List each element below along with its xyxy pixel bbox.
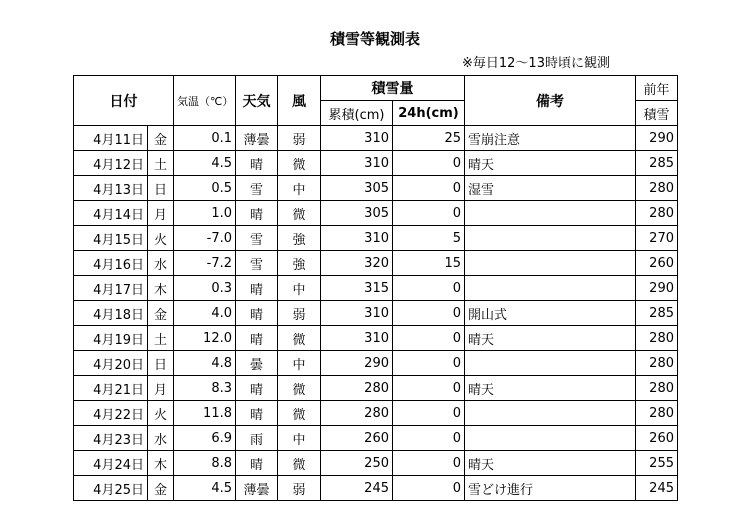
cell-cumulative: 250 <box>321 451 393 476</box>
cell-wind: 強 <box>278 226 321 251</box>
cell-day-of-week: 日 <box>148 351 174 376</box>
observation-note: ※毎日12～13時頃に観測 <box>462 56 610 71</box>
table-row <box>74 401 678 426</box>
cell-24h: 5 <box>393 226 465 251</box>
table-row <box>74 301 678 326</box>
cell-prev-year: 280 <box>636 201 678 226</box>
cell-date: 4月18日 <box>74 301 148 326</box>
cell-remarks: 雪どけ進行 <box>465 476 636 501</box>
cell-date: 4月20日 <box>74 351 148 376</box>
cell-weather: 曇 <box>236 351 278 376</box>
cell-wind: 微 <box>278 376 321 401</box>
cell-prev-year: 280 <box>636 326 678 351</box>
cell-weather: 雨 <box>236 426 278 451</box>
cell-day-of-week: 月 <box>148 201 174 226</box>
cell-date: 4月23日 <box>74 426 148 451</box>
cell-weather: 薄曇 <box>236 126 278 151</box>
header-24h: 24h(cm) <box>393 101 465 126</box>
cell-remarks: 晴天 <box>465 451 636 476</box>
cell-remarks <box>465 201 636 226</box>
cell-temperature: 8.8 <box>174 451 236 476</box>
cell-cumulative: 290 <box>321 351 393 376</box>
snow-observation-table <box>73 75 678 501</box>
cell-cumulative: 310 <box>321 151 393 176</box>
cell-temperature: 1.0 <box>174 201 236 226</box>
cell-temperature: 12.0 <box>174 326 236 351</box>
cell-cumulative: 310 <box>321 301 393 326</box>
header-temp: 気温（℃） <box>174 76 236 126</box>
cell-weather: 晴 <box>236 276 278 301</box>
cell-date: 4月24日 <box>74 451 148 476</box>
cell-weather: 晴 <box>236 326 278 351</box>
cell-date: 4月15日 <box>74 226 148 251</box>
cell-prev-year: 280 <box>636 376 678 401</box>
cell-prev-year: 270 <box>636 226 678 251</box>
cell-date: 4月12日 <box>74 151 148 176</box>
cell-day-of-week: 水 <box>148 251 174 276</box>
table-row <box>74 226 678 251</box>
cell-day-of-week: 金 <box>148 126 174 151</box>
header-date: 日付 <box>74 76 174 126</box>
cell-date: 4月25日 <box>74 476 148 501</box>
table-row <box>74 126 678 151</box>
cell-weather: 雪 <box>236 176 278 201</box>
cell-prev-year: 280 <box>636 351 678 376</box>
cell-wind: 弱 <box>278 476 321 501</box>
cell-24h: 0 <box>393 476 465 501</box>
cell-date: 4月19日 <box>74 326 148 351</box>
cell-wind: 弱 <box>278 126 321 151</box>
cell-day-of-week: 火 <box>148 401 174 426</box>
cell-weather: 雪 <box>236 226 278 251</box>
cell-remarks: 雪崩注意 <box>465 126 636 151</box>
cell-remarks: 晴天 <box>465 151 636 176</box>
cell-wind: 中 <box>278 351 321 376</box>
cell-remarks: 開山式 <box>465 301 636 326</box>
cell-cumulative: 305 <box>321 201 393 226</box>
cell-wind: 微 <box>278 451 321 476</box>
cell-prev-year: 290 <box>636 126 678 151</box>
cell-wind: 中 <box>278 176 321 201</box>
cell-remarks <box>465 251 636 276</box>
cell-24h: 15 <box>393 251 465 276</box>
cell-24h: 0 <box>393 351 465 376</box>
cell-cumulative: 315 <box>321 276 393 301</box>
table-row <box>74 426 678 451</box>
cell-prev-year: 245 <box>636 476 678 501</box>
cell-24h: 0 <box>393 301 465 326</box>
cell-day-of-week: 土 <box>148 151 174 176</box>
cell-weather: 晴 <box>236 451 278 476</box>
table-row <box>74 476 678 501</box>
cell-cumulative: 310 <box>321 226 393 251</box>
cell-day-of-week: 火 <box>148 226 174 251</box>
cell-24h: 0 <box>393 276 465 301</box>
cell-cumulative: 260 <box>321 426 393 451</box>
cell-weather: 薄曇 <box>236 476 278 501</box>
cell-temperature: 4.8 <box>174 351 236 376</box>
cell-day-of-week: 月 <box>148 376 174 401</box>
cell-day-of-week: 土 <box>148 326 174 351</box>
cell-temperature: 6.9 <box>174 426 236 451</box>
cell-24h: 0 <box>393 326 465 351</box>
cell-date: 4月22日 <box>74 401 148 426</box>
cell-weather: 晴 <box>236 151 278 176</box>
cell-24h: 0 <box>393 176 465 201</box>
cell-weather: 雪 <box>236 251 278 276</box>
table-row <box>74 326 678 351</box>
cell-24h: 0 <box>393 451 465 476</box>
cell-weather: 晴 <box>236 201 278 226</box>
cell-day-of-week: 金 <box>148 301 174 326</box>
cell-wind: 弱 <box>278 301 321 326</box>
cell-weather: 晴 <box>236 401 278 426</box>
table-row <box>74 251 678 276</box>
cell-remarks <box>465 426 636 451</box>
cell-temperature: 8.3 <box>174 376 236 401</box>
cell-cumulative: 280 <box>321 376 393 401</box>
header-wind: 風 <box>278 76 321 126</box>
cell-prev-year: 285 <box>636 151 678 176</box>
table-row <box>74 276 678 301</box>
cell-weather: 晴 <box>236 301 278 326</box>
cell-prev-year: 255 <box>636 451 678 476</box>
table-row <box>74 351 678 376</box>
cell-date: 4月16日 <box>74 251 148 276</box>
table-body <box>74 126 678 501</box>
cell-cumulative: 280 <box>321 401 393 426</box>
cell-date: 4月17日 <box>74 276 148 301</box>
cell-24h: 0 <box>393 376 465 401</box>
cell-temperature: 4.5 <box>174 476 236 501</box>
cell-date: 4月14日 <box>74 201 148 226</box>
cell-day-of-week: 木 <box>148 451 174 476</box>
cell-weather: 晴 <box>236 376 278 401</box>
cell-temperature: 4.5 <box>174 151 236 176</box>
cell-cumulative: 310 <box>321 126 393 151</box>
cell-temperature: 0.1 <box>174 126 236 151</box>
cell-wind: 強 <box>278 251 321 276</box>
cell-day-of-week: 日 <box>148 176 174 201</box>
cell-temperature: -7.0 <box>174 226 236 251</box>
cell-prev-year: 260 <box>636 251 678 276</box>
cell-date: 4月21日 <box>74 376 148 401</box>
cell-cumulative: 245 <box>321 476 393 501</box>
header-prev-snow: 積雪 <box>636 101 678 126</box>
cell-prev-year: 280 <box>636 176 678 201</box>
table-row <box>74 151 678 176</box>
cell-day-of-week: 木 <box>148 276 174 301</box>
cell-temperature: 0.3 <box>174 276 236 301</box>
cell-prev-year: 260 <box>636 426 678 451</box>
cell-24h: 0 <box>393 426 465 451</box>
cell-prev-year: 285 <box>636 301 678 326</box>
cell-wind: 中 <box>278 426 321 451</box>
cell-cumulative: 310 <box>321 326 393 351</box>
cell-temperature: 11.8 <box>174 401 236 426</box>
header-remarks: 備考 <box>465 76 636 126</box>
cell-wind: 微 <box>278 401 321 426</box>
cell-remarks <box>465 226 636 251</box>
cell-date: 4月11日 <box>74 126 148 151</box>
header-snow: 積雪量 <box>321 76 465 101</box>
cell-remarks <box>465 401 636 426</box>
cell-24h: 0 <box>393 151 465 176</box>
cell-wind: 微 <box>278 326 321 351</box>
cell-day-of-week: 金 <box>148 476 174 501</box>
table-row <box>74 176 678 201</box>
header-cumulative: 累積(cm) <box>321 101 393 126</box>
cell-temperature: 0.5 <box>174 176 236 201</box>
cell-24h: 25 <box>393 126 465 151</box>
cell-prev-year: 290 <box>636 276 678 301</box>
cell-remarks: 晴天 <box>465 326 636 351</box>
cell-wind: 微 <box>278 201 321 226</box>
cell-remarks: 湿雪 <box>465 176 636 201</box>
cell-prev-year: 280 <box>636 401 678 426</box>
cell-wind: 微 <box>278 151 321 176</box>
cell-temperature: -7.2 <box>174 251 236 276</box>
cell-date: 4月13日 <box>74 176 148 201</box>
cell-cumulative: 305 <box>321 176 393 201</box>
cell-day-of-week: 水 <box>148 426 174 451</box>
cell-wind: 中 <box>278 276 321 301</box>
cell-remarks <box>465 276 636 301</box>
cell-remarks <box>465 351 636 376</box>
cell-cumulative: 320 <box>321 251 393 276</box>
cell-24h: 0 <box>393 201 465 226</box>
table-row <box>74 451 678 476</box>
table-title: 積雪等観測表 <box>329 30 420 48</box>
header-prev-year: 前年 <box>636 76 678 101</box>
table-row <box>74 376 678 401</box>
cell-remarks: 晴天 <box>465 376 636 401</box>
header-weather: 天気 <box>236 76 278 126</box>
table-row <box>74 201 678 226</box>
cell-24h: 0 <box>393 401 465 426</box>
cell-temperature: 4.0 <box>174 301 236 326</box>
